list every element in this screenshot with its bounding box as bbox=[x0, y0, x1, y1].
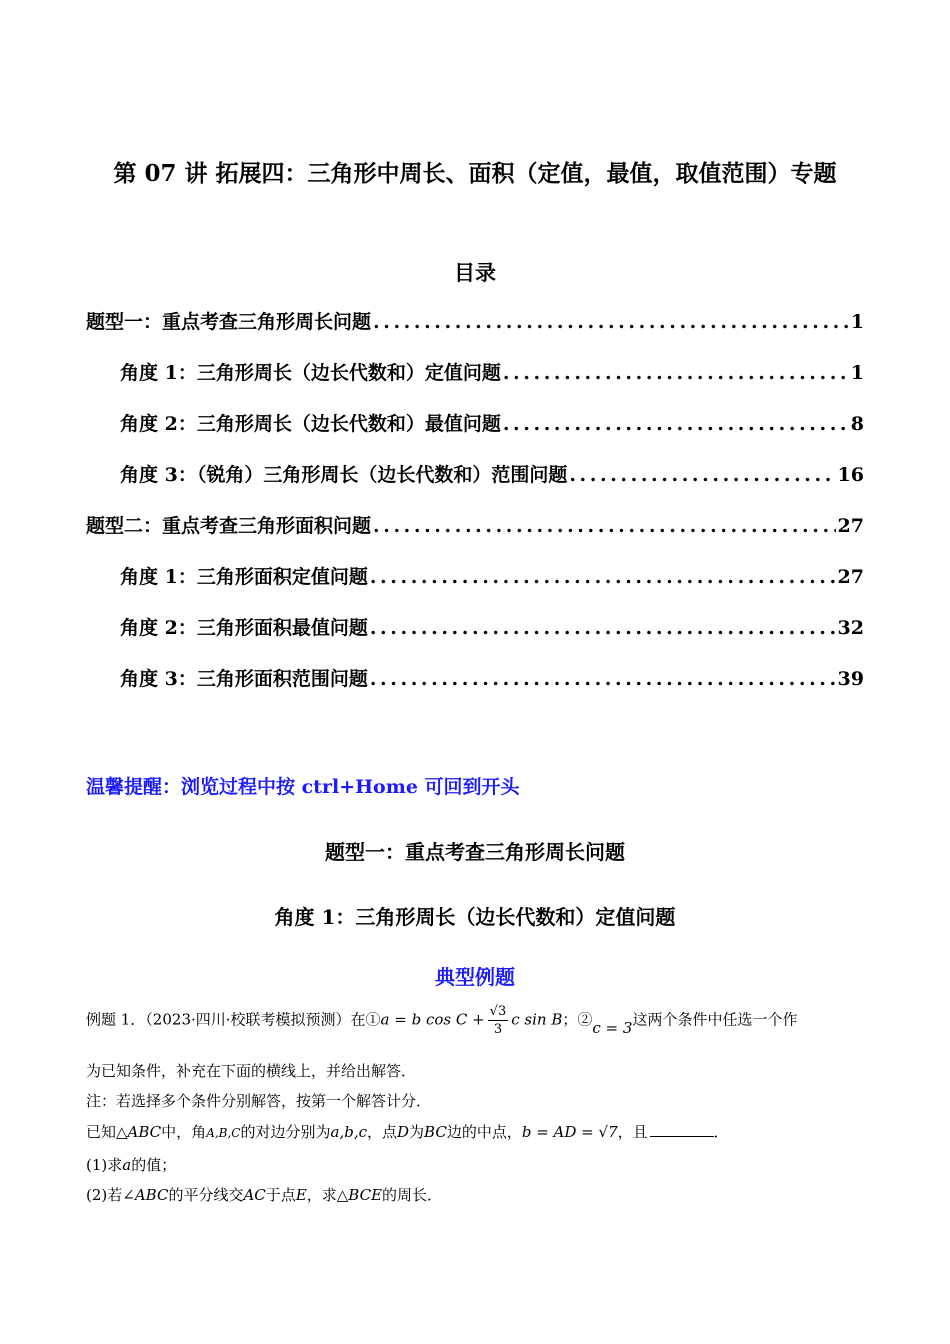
example-line-2: 为已知条件，补充在下面的横线上，并给出解答． bbox=[86, 1062, 417, 1080]
tip-notice: 温馨提醒：浏览过程中按 ctrl+Home 可回到开头 bbox=[86, 776, 520, 798]
table-of-contents bbox=[86, 307, 864, 715]
example-given-line: 已知△ABC中，角A,B,C的对边分别为a,b,c，点D为BC边的中点，b = AD = √7，且 ． bbox=[86, 1123, 729, 1141]
example-heading: 典型例题 bbox=[435, 965, 515, 989]
subsection-heading: 角度 1：三角形周长（边长代数和）定值问题 bbox=[274, 905, 676, 929]
condition-1-rhs: c sin B bbox=[511, 1010, 563, 1029]
toc-entry[interactable]: 题型二：重点考查三角形面积问题 ..... 27 bbox=[86, 511, 864, 562]
example-intro-line: 例题 1．（2023·四川·校联考模拟预测）在①a = b cos C + $\frac{√3}{3}$ c sin B；②c = 3这两个条件中任选一个作 bbox=[86, 1004, 798, 1037]
example-note: 注：若选择多个条件分别解答，按第一个解答计分． bbox=[86, 1092, 432, 1110]
page-title: 第 07 讲 拓展四：三角形中周长、面积（定值，最值，取值范围）专题 bbox=[113, 160, 837, 187]
toc-entry[interactable]: 角度 2：三角形周长（边长代数和）最值问题 ..... 8 bbox=[86, 409, 864, 460]
toc-entry[interactable]: 角度 2：三角形面积最值问题 ..... 32 bbox=[86, 613, 864, 664]
toc-entry[interactable]: 题型一：重点考查三角形周长问题 ..... 1 bbox=[86, 307, 864, 358]
toc-entry[interactable]: 角度 3：三角形面积范围问题 ..... 39 bbox=[86, 664, 864, 715]
condition-2: c = 3 bbox=[592, 1018, 633, 1037]
answer-blank[interactable] bbox=[650, 1122, 714, 1137]
condition-1-lhs: a = b cos C + bbox=[380, 1010, 485, 1029]
question-1: (1)求a的值； bbox=[86, 1156, 177, 1174]
toc-heading: 目录 bbox=[454, 260, 496, 285]
toc-entry[interactable]: 角度 1：三角形周长（边长代数和）定值问题 ..... 1 bbox=[86, 358, 864, 409]
question-2: (2)若∠ABC的平分线交AC于点E，求△BCE的周长． bbox=[86, 1186, 443, 1204]
section-heading: 题型一：重点考查三角形周长问题 bbox=[325, 840, 625, 864]
toc-entry[interactable]: 角度 3：（锐角）三角形周长（边长代数和）范围问题 ..... 16 bbox=[86, 460, 864, 511]
fraction: $\frac{√3}{3}$ bbox=[489, 1004, 507, 1037]
toc-entry[interactable]: 角度 1：三角形面积定值问题 ..... 27 bbox=[86, 562, 864, 613]
